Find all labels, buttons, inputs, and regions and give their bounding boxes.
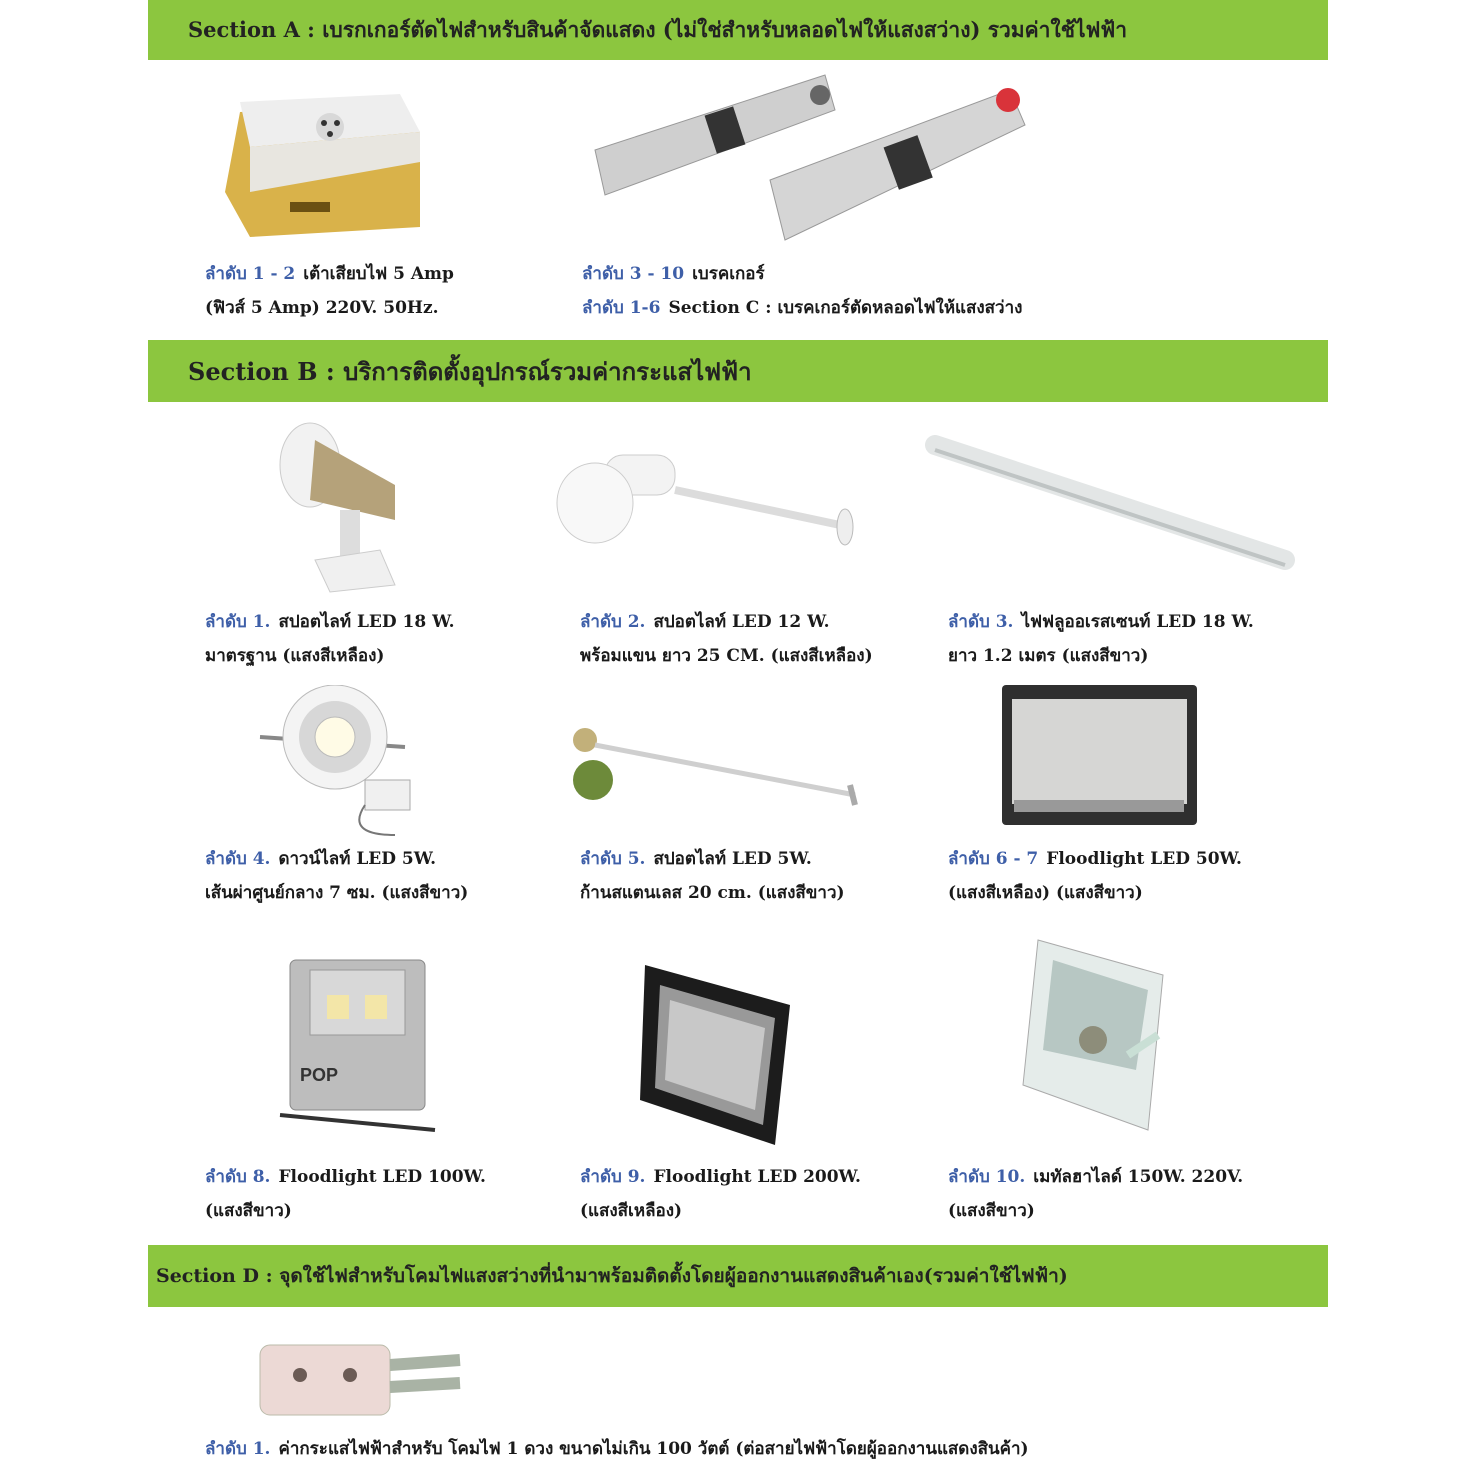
- caption-line: มาตรฐาน (แสงสีเหลือง): [205, 646, 385, 666]
- caption-line: ไฟฟลูออเรสเซนท์ LED 18 W.: [1021, 612, 1254, 632]
- caption-item-4: [205, 842, 468, 910]
- item-number: ลำดับ 10.: [948, 1167, 1026, 1187]
- caption-item-1: [205, 605, 455, 673]
- breaker-box-image: [590, 70, 1030, 250]
- caption-item-5: [580, 842, 845, 910]
- item-number: ลำดับ 5.: [580, 849, 646, 869]
- floodlight-50w-image: [1002, 685, 1197, 825]
- caption-line: สปอตไลท์ LED 12 W.: [653, 612, 830, 632]
- item-number: ลำดับ 3.: [948, 612, 1014, 632]
- caption-socket: [205, 257, 454, 325]
- caption-line: ดาวน์ไลท์ LED 5W.: [278, 849, 437, 869]
- caption-line: เบรคเกอร์: [692, 264, 765, 284]
- spotlight-5w-image: [565, 715, 865, 810]
- caption-section-d-item-1: [205, 1432, 1029, 1466]
- section-d-title: Section D : จุดใช้ไฟสำหรับโคมไฟแสงสว่างที่นำมาพร้อมติดตั้งโดยผู้ออกงานแสดงสินค้าเอง(รวมค่าใช้ไฟฟ้า): [156, 1265, 1068, 1287]
- item-number: ลำดับ 8.: [205, 1167, 271, 1187]
- caption-line: สปอตไลท์ LED 5W.: [653, 849, 812, 869]
- metal-halide-image: [1018, 935, 1168, 1150]
- fluorescent-tube-image: [925, 430, 1295, 580]
- caption-line: ค่ากระแสไฟฟ้าสำหรับ โคมไฟ 1 ดวง ขนาดไม่เกิน 100 วัตต์ (ต่อสายไฟฟ้าโดยผู้ออกงานแสดงสินค้า): [278, 1439, 1029, 1459]
- caption-line: Floodlight LED 200W.: [653, 1167, 861, 1187]
- item-number: ลำดับ 9.: [580, 1167, 646, 1187]
- caption-line: ยาว 1.2 เมตร (แสงสีขาว): [948, 646, 1149, 666]
- caption-line: เมทัลฮาไลด์ 150W. 220V.: [1033, 1167, 1244, 1187]
- item-number: ลำดับ 4.: [205, 849, 271, 869]
- item-number: ลำดับ 2.: [580, 612, 646, 632]
- caption-breaker: [582, 257, 1022, 325]
- downlight-image: [255, 685, 425, 845]
- caption-line: Section C : เบรคเกอร์ตัดหลอดไฟให้แสงสว่าง: [668, 298, 1023, 318]
- item-number: ลำดับ 1.: [205, 1439, 271, 1459]
- caption-item-3: [948, 605, 1254, 673]
- caption-line: เต้าเสียบไฟ 5 Amp: [303, 264, 454, 284]
- caption-line: (ฟิวส์ 5 Amp) 220V. 50Hz.: [205, 298, 439, 318]
- item-number: ลำดับ 1.: [205, 612, 271, 632]
- section-b-header: [148, 340, 1328, 402]
- section-b-title: Section B : บริการติดตั้งอุปกรณ์รวมค่ากระแสไฟฟ้า: [188, 356, 752, 386]
- section-a-header: [148, 0, 1328, 60]
- caption-item-6-7: [948, 842, 1242, 910]
- section-a-title: Section A : เบรกเกอร์ตัดไฟสำหรับสินค้าจัดแสดง (ไม่ใช่สำหรับหลอดไฟให้แสงสว่าง) รวมค่าใช้ไฟฟ้า: [188, 16, 1128, 42]
- power-plug-image: [255, 1335, 465, 1425]
- spotlight-12w-arm-image: [555, 445, 855, 555]
- spotlight-18w-image: [270, 420, 410, 595]
- item-number: ลำดับ 3 - 10: [582, 264, 685, 284]
- caption-line: (แสงสีเหลือง) (แสงสีขาว): [948, 883, 1143, 903]
- item-number: ลำดับ 1-6: [582, 298, 661, 318]
- power-socket-image: [220, 92, 425, 242]
- caption-item-9: [580, 1160, 861, 1228]
- item-number: ลำดับ 1 - 2: [205, 264, 296, 284]
- caption-line: ก้านสแตนเลส 20 cm. (แสงสีขาว): [580, 883, 845, 903]
- caption-line: สปอตไลท์ LED 18 W.: [278, 612, 455, 632]
- caption-item-8: [205, 1160, 486, 1228]
- floodlight-200w-image: [635, 960, 805, 1150]
- caption-item-10: [948, 1160, 1243, 1228]
- caption-line: พร้อมแขน ยาว 25 CM. (แสงสีเหลือง): [580, 646, 873, 666]
- caption-line: Floodlight LED 50W.: [1046, 849, 1242, 869]
- pop-logo-text: POP: [300, 1065, 339, 1085]
- caption-item-2: [580, 605, 873, 673]
- floodlight-100w-image: [275, 955, 440, 1135]
- item-number: ลำดับ 6 - 7: [948, 849, 1039, 869]
- caption-line: (แสงสีเหลือง): [580, 1201, 683, 1221]
- caption-line: เส้นผ่าศูนย์กลาง 7 ซม. (แสงสีขาว): [205, 883, 469, 903]
- section-d-header: [148, 1245, 1328, 1307]
- caption-line: (แสงสีขาว): [205, 1201, 292, 1221]
- caption-line: Floodlight LED 100W.: [278, 1167, 486, 1187]
- caption-line: (แสงสีขาว): [948, 1201, 1035, 1221]
